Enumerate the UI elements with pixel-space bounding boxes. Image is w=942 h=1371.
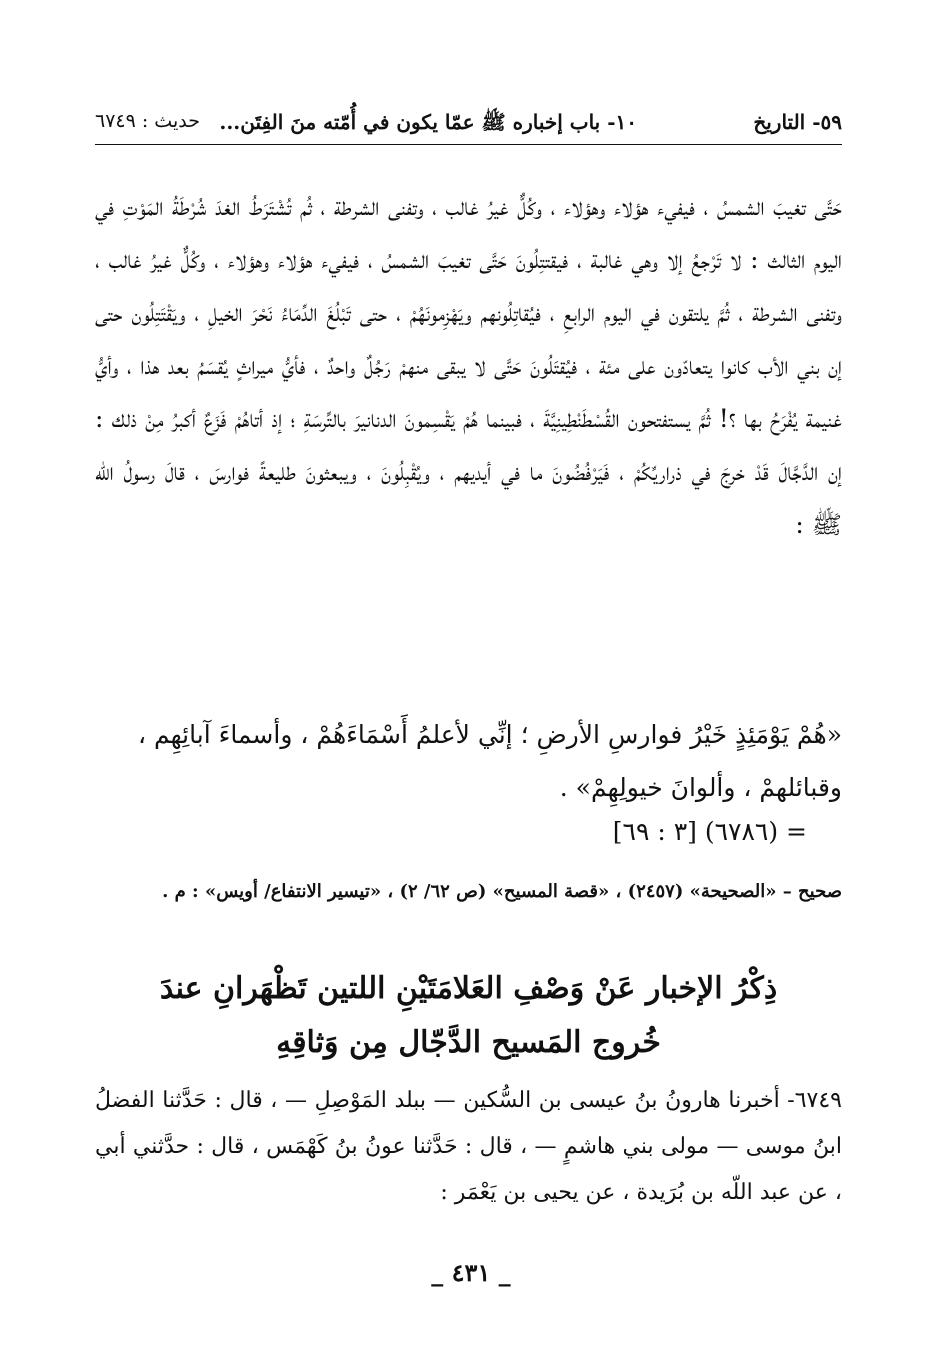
heading-line: ذِكْرُ الإخبار عَنْ وَصْفِ العَلامَتَيْنِ اللتين تَظْهَرانِ عندَ [159, 971, 778, 1006]
chapter-title: ١٠- باب إخباره ﷺ عمّا يكون في أُمّته منَ الفِتَن... [219, 110, 637, 134]
section-heading [95, 962, 842, 1070]
running-header [95, 104, 842, 145]
book-section-title: ٥٩- التاريخ [753, 110, 842, 134]
quote-line: وقبائلهمْ ، وألوانَ خيولِهِمْ» . [559, 773, 842, 802]
body-paragraph: حَتَّى تغيبَ الشمسُ ، فيفيء هؤلاء وهؤلاء ، وكُلٌّ غيرُ غالب ، وتفنى الشرطة ، ثُم تُشْتَرَطُ الغدَ شُرْطَةُ المَوْتِ في اليوم الثالث : لا تَرْجعُ إلا وهي غالبة ، فيقتتِلُونَ حَتَّى تغيبَ الشمسُ ، فيفيء هؤلاء وهؤلاء ، وكُلٌّ غيرُ غالب ، وتفنى الشرطة ، ثُمَّ يلتقون في اليوم الرابعِ ، فيُقاتِلُونهم ويَهْزِمونَهُمْ ، حتى تَبْلُغَ الدِّمَاءُ نَحْرَ الخيلِ ، ويَقْتَتِلُون حتى إن بني الأب كانوا يتعادّون على مئة ، فيُقتَلُونَ حَتَّى لا يبقى منهمْ رَجُلٌ واحدٌ ، فأيُّ ميراثٍ يُقسَمُ بعد هذا ، وأيُّ غنيمة يُفْرَحُ بها ؟! ثُمَّ يستفتحون القُسْطَنْطِينِيَّةَ ، فبينما هُمْ يَقْسِمونَ الدنانيرَ بالتِّرسَةِ ؛ إذ أتاهُمْ فَزَعٌ أكبرُ مِنْ ذلك : إن الدَّجَّالَ قَدْ خرجَ في ذراريِّكُمْ ، فَيَرْفُضُونَ ما في أيديهم ، ويُقْبِلُونَ ، ويبعثونَ طليعةً فوارسَ ، قالَ رسولُ اللّه ﷺ : [95, 192, 842, 539]
hadith-isnad: ٦٧٤٩- أخبرنا هارونُ بنُ عيسى بن السُّكين — ببلد المَوْصِلِ — ، قال : حَدَّثنا الفضلُ ابنُ موسى — مولى بني هاشمٍ — ، قال : حَدَّثنا عونُ بنُ كَهْمَس ، قال : حدَّثني أبي ، عن عبد اللّه بن بُرَيدة ، عن يحيى بن يَعْمَر : [95, 1088, 842, 1205]
heading-line: خُروج المَسيح الدَّجّال مِن وَثاقِهِ [276, 1025, 661, 1060]
quote-line: «هُمْ يَوْمَئِذٍ خَيْرُ فوارسِ الأرضِ ؛ إنِّي لأعلمُ أَسْمَاءَهُمْ ، وأسماءَ آبائِهِم ، [138, 720, 842, 749]
grading-note: صحيح – «الصحيحة» (٢٤٥٧) ، «قصة المسيح» (ص ٦٢/ ٢) ، «تيسير الانتفاع/ أويس» : م . [162, 881, 842, 902]
page-number: _ ٤٣١ _ [431, 1258, 511, 1287]
cross-reference: = (٦٧٨٦) [٣ : ٦٩] [612, 817, 807, 846]
hadith-reference: حديث : ٦٧٤٩ [95, 110, 200, 132]
prophetic-quote [95, 708, 842, 814]
